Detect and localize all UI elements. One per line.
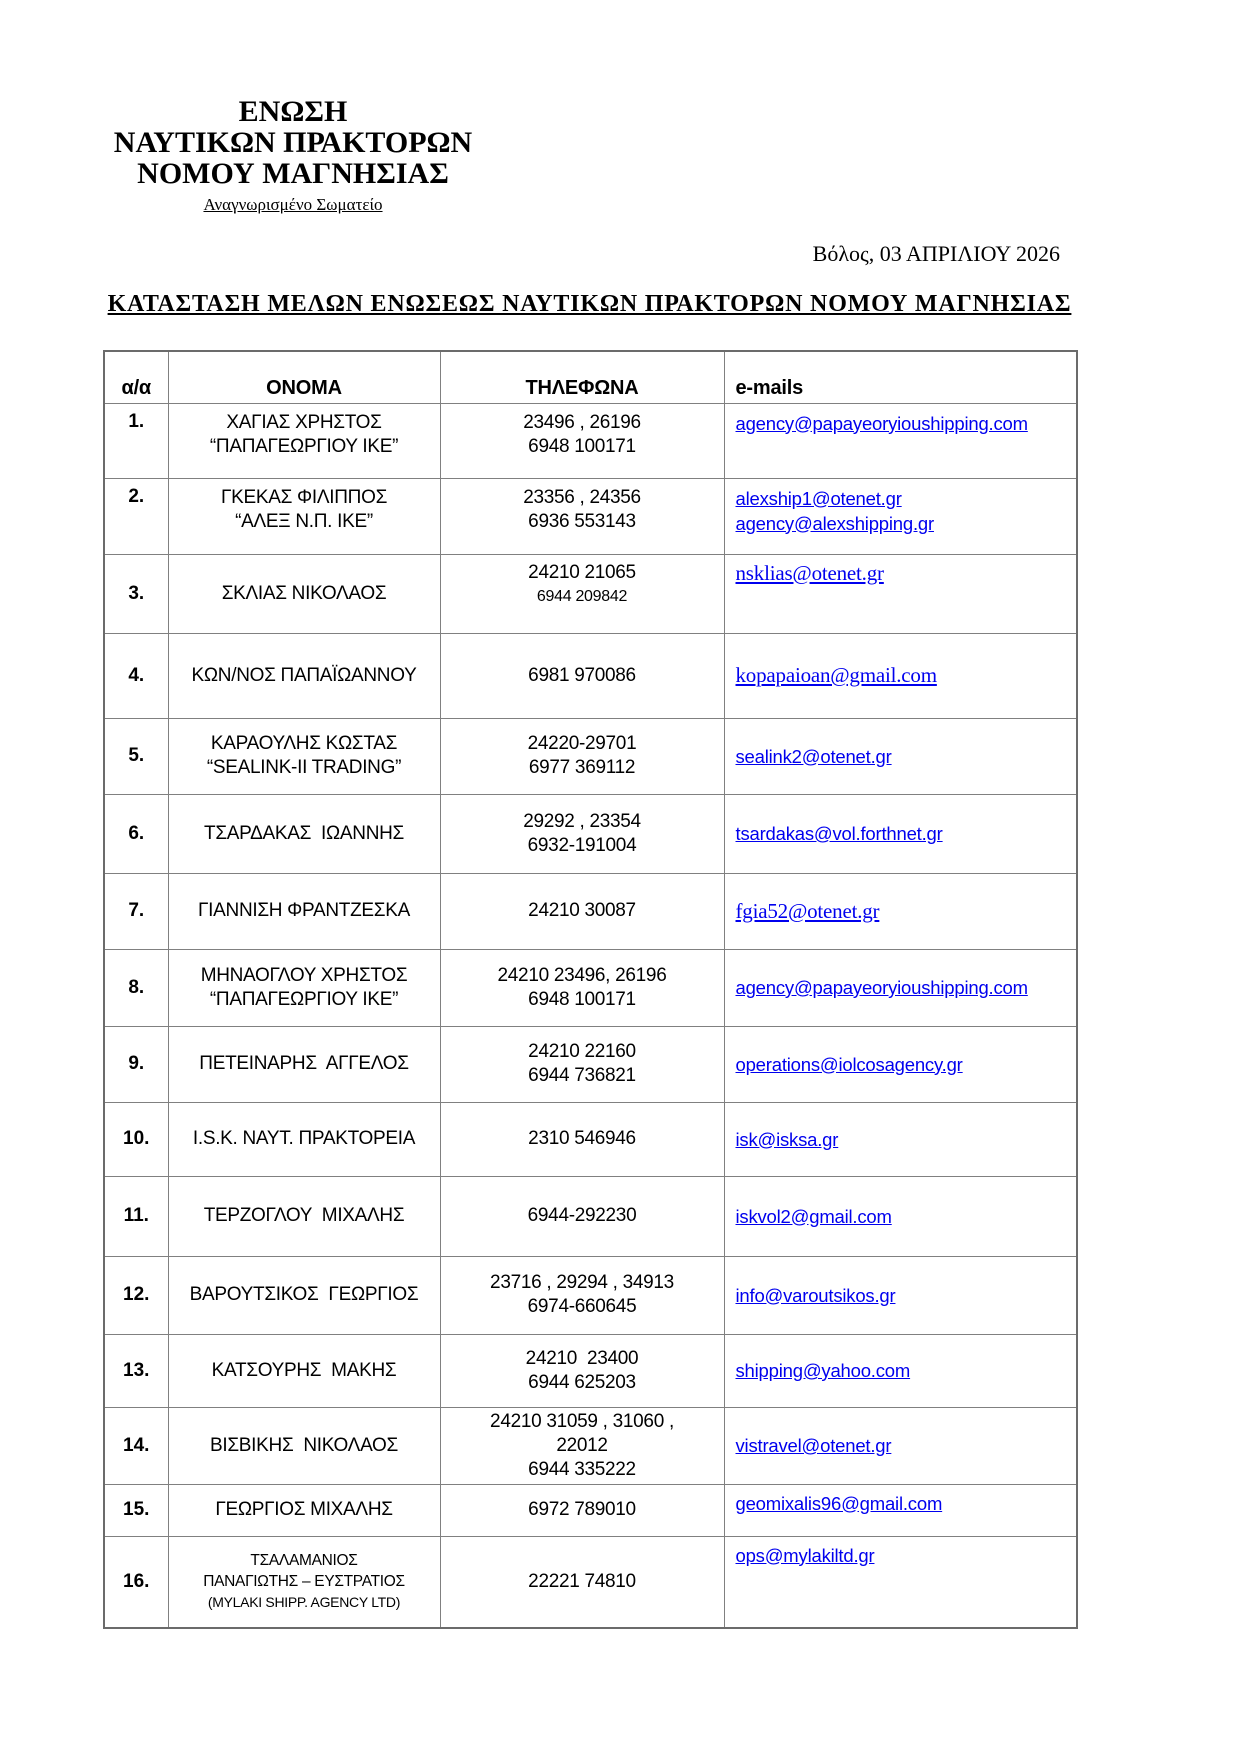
member-index: 7.	[104, 873, 168, 949]
text-line: ΓΚΕΚΑΣ ΦΙΛΙΠΠΟΣ	[220, 486, 388, 508]
member-row	[104, 873, 1077, 949]
text-line: 24210 23400	[525, 1347, 639, 1369]
text-line: “ΠΑΠΑΓΕΩΡΓΙΟΥ ΙΚΕ”	[209, 988, 399, 1010]
text-line: 23716 , 29294 , 34913	[490, 1272, 674, 1293]
place-date-line: Βόλος, 03 ΑΠΡΙΛΙΟΥ 2026	[812, 241, 1060, 266]
text-line: 6944 335222	[528, 1458, 636, 1480]
member-index: 11.	[104, 1176, 168, 1256]
member-email-link[interactable]: isk@isksa.gr	[735, 1128, 839, 1150]
member-row	[104, 1256, 1077, 1334]
member-row	[104, 1102, 1077, 1176]
member-emails	[724, 1256, 1077, 1334]
text-line: I.S.K. ΝΑΥΤ. ΠΡΑΚΤΟΡΕΙΑ	[192, 1128, 416, 1149]
text-line: 29292 , 23354	[523, 810, 641, 832]
member-email-link[interactable]: iskvol2@gmail.com	[735, 1205, 892, 1227]
member-index: 3.	[104, 554, 168, 633]
member-phones	[440, 873, 724, 949]
member-row	[104, 1176, 1077, 1256]
member-emails	[724, 403, 1077, 478]
text-line: 6974-660645	[527, 1296, 637, 1317]
text-line: “ΠΑΠΑΓΕΩΡΓΙΟΥ ΙΚΕ”	[209, 435, 399, 457]
text-line: ΤΣΑΡΔΑΚΑΣ ΙΩΑΝΝΗΣ	[204, 822, 404, 844]
org-name-line-1: ΕΝΩΣΗ	[238, 95, 348, 128]
member-index: 5.	[104, 718, 168, 794]
text-line: 6972 789010	[528, 1499, 636, 1520]
header-name: ΟΝΟΜΑ	[168, 351, 440, 403]
member-phones	[440, 1484, 724, 1536]
text-line: 6936 553143	[528, 510, 636, 532]
text-line: “ΑΛΕΞ Ν.Π. ΙΚΕ”	[235, 510, 373, 532]
member-name	[168, 1256, 440, 1334]
member-email-link[interactable]: kopapaioan@gmail.com	[735, 663, 937, 687]
text-line: 6944 625203	[528, 1371, 636, 1393]
member-name	[168, 478, 440, 554]
text-line: 6944 209842	[536, 587, 628, 605]
member-phones	[440, 1334, 724, 1407]
text-line: 24210 23496, 26196	[497, 964, 667, 986]
text-line: 23356 , 24356	[523, 486, 641, 508]
member-email-link[interactable]: sealink2@otenet.gr	[735, 745, 892, 767]
member-emails	[724, 1484, 1077, 1536]
member-email-link[interactable]: shipping@yahoo.com	[735, 1360, 911, 1381]
member-name	[168, 1484, 440, 1536]
member-name	[168, 403, 440, 478]
member-emails	[724, 554, 1077, 633]
text-line: 24210 31059 , 31060 ,	[490, 1410, 674, 1432]
member-emails	[724, 478, 1077, 554]
member-row	[104, 633, 1077, 718]
member-index: 13.	[104, 1334, 168, 1407]
member-phones	[440, 1176, 724, 1256]
text-line: ΒΙΣΒΙΚΗΣ ΝΙΚΟΛΑΟΣ	[210, 1434, 398, 1456]
member-phones	[440, 1536, 724, 1628]
member-name	[168, 718, 440, 794]
org-name-line-3: ΝΟΜΟΥ ΜΑΓΝΗΣΙΑΣ	[137, 157, 449, 190]
member-emails	[724, 949, 1077, 1026]
member-row	[104, 1334, 1077, 1407]
text-line: 2310 546946	[528, 1128, 636, 1149]
text-line: 6981 970086	[528, 664, 636, 686]
member-emails	[724, 1407, 1077, 1484]
member-name	[168, 554, 440, 633]
org-subtitle: Αναγνωρισμένο Σωματείο	[203, 195, 383, 214]
member-row	[104, 718, 1077, 794]
text-line: 6948 100171	[528, 988, 636, 1010]
text-line: 6948 100171	[528, 435, 636, 457]
member-row	[104, 1026, 1077, 1102]
header-index: α/α	[104, 351, 168, 403]
member-row	[104, 794, 1077, 873]
member-name	[168, 1102, 440, 1176]
text-line: 6944 736821	[528, 1065, 636, 1086]
org-name-line-2: ΝΑΥΤΙΚΩΝ ΠΡΑΚΤΟΡΩΝ	[113, 126, 473, 159]
letterhead	[103, 96, 483, 215]
member-phones	[440, 633, 724, 718]
member-name	[168, 794, 440, 873]
member-emails	[724, 1334, 1077, 1407]
members-table-body	[104, 403, 1077, 1628]
member-phones	[440, 478, 724, 554]
member-index: 16.	[104, 1536, 168, 1628]
member-row	[104, 403, 1077, 478]
text-line: 6944-292230	[527, 1205, 637, 1226]
member-emails	[724, 1176, 1077, 1256]
member-emails	[724, 1026, 1077, 1102]
member-email-link[interactable]: agency@alexshipping.gr	[735, 512, 934, 534]
member-phones	[440, 1102, 724, 1176]
text-line: ΚΑΤΣΟΥΡΗΣ ΜΑΚΗΣ	[211, 1359, 397, 1381]
member-emails	[724, 633, 1077, 718]
member-index: 6.	[104, 794, 168, 873]
text-line: ΚΑΡΑΟΥΛΗΣ ΚΩΣΤΑΣ	[210, 733, 398, 754]
member-email-link[interactable]: info@varoutsikos.gr	[735, 1284, 896, 1306]
member-email-link[interactable]: operations@iolcosagency.gr	[735, 1053, 963, 1075]
member-index: 12.	[104, 1256, 168, 1334]
member-email-link[interactable]: fgia52@otenet.gr	[735, 898, 880, 923]
member-name	[168, 1176, 440, 1256]
member-emails	[724, 794, 1077, 873]
text-line: ΠΑΝΑΓΙΩΤΗΣ – ΕΥΣΤΡΑΤΙΟΣ	[203, 1573, 405, 1591]
member-email-link[interactable]: agency@papayeoryioushipping.com	[735, 412, 1028, 434]
member-phones	[440, 1026, 724, 1102]
member-index: 9.	[104, 1026, 168, 1102]
member-index: 4.	[104, 633, 168, 718]
member-index: 14.	[104, 1407, 168, 1484]
text-line: 24210 21065	[528, 561, 636, 583]
text-line: ΧΑΓΙΑΣ ΧΡΗΣΤΟΣ	[226, 411, 382, 433]
text-line: ΓΕΩΡΓΙΟΣ ΜΙΧΑΛΗΣ	[215, 1499, 393, 1520]
member-email-link[interactable]: agency@papayeoryioushipping.com	[735, 977, 1028, 998]
member-index: 15.	[104, 1484, 168, 1536]
member-index: 10.	[104, 1102, 168, 1176]
member-name	[168, 949, 440, 1026]
member-email-link[interactable]: alexship1@otenet.gr	[735, 487, 902, 509]
member-phones	[440, 718, 724, 794]
text-line: 24210 30087	[528, 900, 636, 921]
table-header-row	[104, 351, 1077, 403]
member-email-link[interactable]: vistravel@otenet.gr	[735, 1435, 892, 1456]
member-email-link[interactable]: tsardakas@vol.forthnet.gr	[735, 823, 943, 844]
text-line: ΚΩΝ/ΝΟΣ ΠΑΠΑΪΩΑΝΝΟΥ	[191, 664, 417, 686]
member-row	[104, 554, 1077, 633]
member-email-link[interactable]: geomixalis96@gmail.com	[735, 1492, 943, 1514]
text-line: ΤΕΡΖΟΓΛΟΥ ΜΙΧΑΛΗΣ	[203, 1205, 405, 1226]
text-line: ΓΙΑΝΝΙΣΗ ΦΡΑΝΤΖΕΣΚΑ	[198, 900, 410, 921]
header-emails: e-mails	[724, 351, 1077, 403]
text-line: (MYLAKI SHIPP. AGENCY LTD)	[207, 1594, 401, 1611]
member-index: 1.	[104, 403, 168, 478]
text-line: “SEALINK-II TRADING”	[206, 757, 402, 778]
member-name	[168, 1536, 440, 1628]
member-name	[168, 1334, 440, 1407]
member-index: 8.	[104, 949, 168, 1026]
member-emails	[724, 1102, 1077, 1176]
member-email-link[interactable]: ops@mylakiltd.gr	[735, 1544, 875, 1566]
text-line: 22012	[556, 1434, 608, 1456]
text-line: ΤΣΑΛΑΜΑΝΙΟΣ	[250, 1552, 358, 1570]
member-phones	[440, 403, 724, 478]
member-emails	[724, 873, 1077, 949]
members-table	[103, 350, 1078, 1629]
header-phones: ΤΗΛΕΦΩΝΑ	[440, 351, 724, 403]
document-title: ΚΑΤΑΣΤΑΣΗ ΜΕΛΩΝ ΕΝΩΣΕΩΣ ΝΑΥΤΙΚΩΝ ΠΡΑΚΤΟΡΩΝ ΝΟΜΟΥ ΜΑΓΝΗΣΙΑΣ	[107, 291, 1072, 317]
member-phones	[440, 949, 724, 1026]
text-line: ΠΕΤΕΙΝΑΡΗΣ ΑΓΓΕΛΟΣ	[199, 1053, 409, 1074]
member-name	[168, 1026, 440, 1102]
text-line: 24220-29701	[527, 733, 637, 754]
member-phones	[440, 794, 724, 873]
member-phones	[440, 554, 724, 633]
member-name	[168, 873, 440, 949]
text-line: ΜΗΝΑΟΓΛΟΥ ΧΡΗΣΤΟΣ	[200, 964, 408, 986]
member-name	[168, 633, 440, 718]
text-line: 23496 , 26196	[523, 411, 641, 433]
member-email-link[interactable]: nsklias@otenet.gr	[735, 560, 884, 585]
text-line: 24210 22160	[528, 1041, 636, 1062]
member-emails	[724, 1536, 1077, 1628]
text-line: ΣΚΛΙΑΣ ΝΙΚΟΛΑΟΣ	[221, 582, 387, 604]
member-row	[104, 478, 1077, 554]
text-line: 6977 369112	[528, 757, 636, 778]
member-row	[104, 1407, 1077, 1484]
text-line: 6932-191004	[527, 834, 637, 856]
member-name	[168, 1407, 440, 1484]
text-line: ΒΑΡΟΥΤΣΙΚΟΣ ΓΕΩΡΓΙΟΣ	[189, 1284, 419, 1305]
member-phones	[440, 1407, 724, 1484]
member-emails	[724, 718, 1077, 794]
member-row	[104, 1484, 1077, 1536]
member-index: 2.	[104, 478, 168, 554]
member-row	[104, 949, 1077, 1026]
member-row	[104, 1536, 1077, 1628]
member-phones	[440, 1256, 724, 1334]
text-line: 22221 74810	[528, 1570, 636, 1592]
